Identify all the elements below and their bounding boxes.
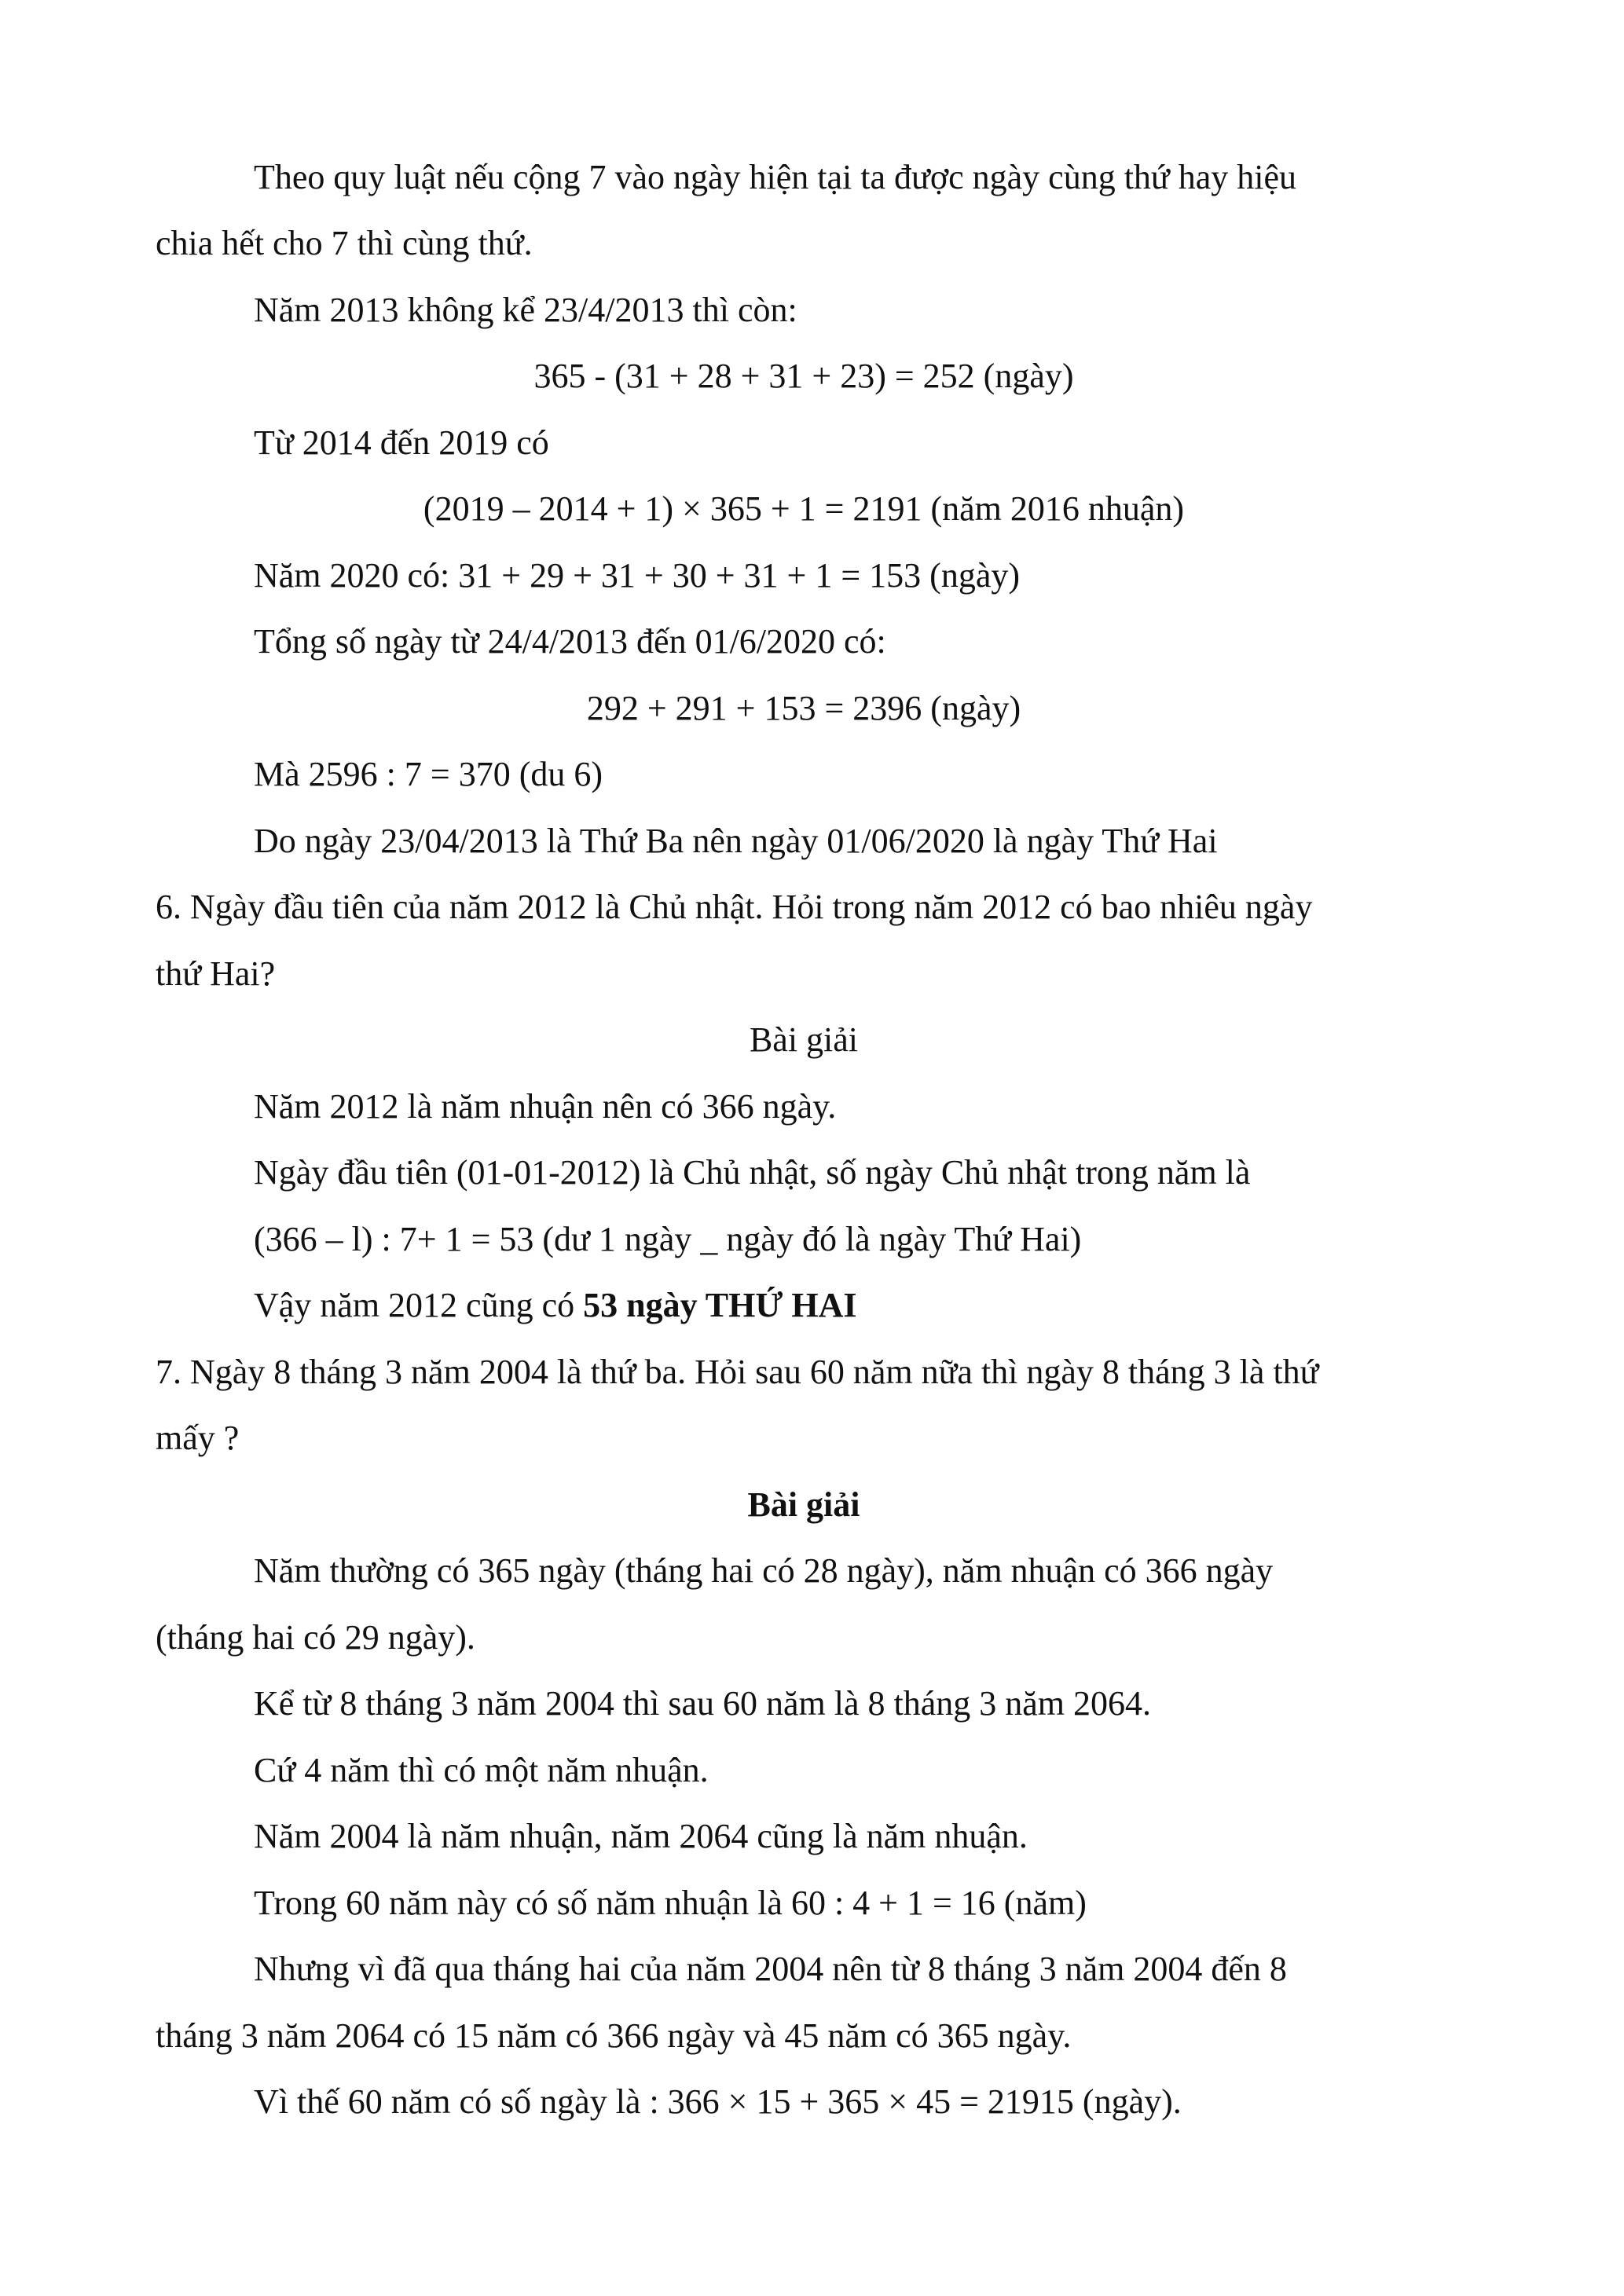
paragraph-line: Năm 2013 không kể 23/4/2013 thì còn: bbox=[254, 291, 797, 329]
paragraph-line: tháng 3 năm 2064 có 15 năm có 366 ngày và 45 năm có 365 ngày. bbox=[156, 2016, 1072, 2055]
question-7-line: 7. Ngày 8 tháng 3 năm 2004 là thứ ba. Hỏi sau 60 năm nữa thì ngày 8 tháng 3 là thứ bbox=[156, 1353, 1319, 1391]
paragraph-line: Mà 2596 : 7 = 370 (du 6) bbox=[254, 755, 603, 793]
paragraph-line: (tháng hai có 29 ngày). bbox=[156, 1618, 475, 1657]
question-6-line: thứ Hai? bbox=[156, 954, 276, 993]
paragraph-line: Năm 2004 là năm nhuận, năm 2064 cũng là năm nhuận. bbox=[254, 1817, 1028, 1855]
paragraph-line: Năm thường có 365 ngày (tháng hai có 28 ngày), năm nhuận có 366 ngày bbox=[254, 1551, 1274, 1590]
solution-heading: Bài giải bbox=[747, 1485, 860, 1524]
conclusion-text: Vậy năm 2012 cũng có bbox=[254, 1286, 584, 1324]
paragraph-line: Nhưng vì đã qua tháng hai của năm 2004 nên từ 8 tháng 3 năm 2004 đến 8 bbox=[254, 1950, 1287, 1988]
equation-line: 292 + 291 + 153 = 2396 (ngày) bbox=[586, 689, 1021, 727]
conclusion-answer: 53 ngày THỨ HAI bbox=[583, 1286, 857, 1324]
paragraph-line: Do ngày 23/04/2013 là Thứ Ba nên ngày 01/06/2020 là ngày Thứ Hai bbox=[254, 822, 1218, 860]
paragraph-line: Ngày đầu tiên (01-01-2012) là Chủ nhật, số ngày Chủ nhật trong năm là bbox=[254, 1153, 1251, 1192]
paragraph-line: Kể từ 8 tháng 3 năm 2004 thì sau 60 năm là 8 tháng 3 năm 2064. bbox=[254, 1684, 1152, 1723]
paragraph-line: Vì thế 60 năm có số ngày là : 366 × 15 + 365 × 45 = 21915 (ngày). bbox=[254, 2082, 1182, 2121]
question-7-line: mấy ? bbox=[156, 1419, 240, 1457]
paragraph-line: (366 – l) : 7+ 1 = 53 (dư 1 ngày _ ngày đó là ngày Thứ Hai) bbox=[254, 1220, 1082, 1258]
paragraph-line: Từ 2014 đến 2019 có bbox=[254, 423, 549, 462]
conclusion-line bbox=[254, 1285, 857, 1326]
paragraph-line: Tổng số ngày từ 24/4/2013 đến 01/6/2020 có: bbox=[254, 622, 886, 661]
solution-heading: Bài giải bbox=[749, 1020, 859, 1059]
question-6-line: 6. Ngày đầu tiên của năm 2012 là Chủ nhật. Hỏi trong năm 2012 có bao nhiêu ngày bbox=[156, 888, 1313, 926]
paragraph-line: Năm 2012 là năm nhuận nên có 366 ngày. bbox=[254, 1087, 837, 1126]
paragraph-line: Năm 2020 có: 31 + 29 + 31 + 30 + 31 + 1 = 153 (ngày) bbox=[254, 556, 1021, 595]
paragraph-line: Theo quy luật nếu cộng 7 vào ngày hiện tại ta được ngày cùng thứ hay hiệu bbox=[254, 158, 1297, 196]
paragraph-line: Trong 60 năm này có số năm nhuận là 60 : 4 + 1 = 16 (năm) bbox=[254, 1884, 1087, 1922]
equation-line: 365 - (31 + 28 + 31 + 23) = 252 (ngày) bbox=[533, 357, 1074, 395]
equation-line: (2019 – 2014 + 1) × 365 + 1 = 2191 (năm 2016 nhuận) bbox=[423, 489, 1185, 528]
paragraph-line: Cứ 4 năm thì có một năm nhuận. bbox=[254, 1751, 709, 1789]
paragraph-line: chia hết cho 7 thì cùng thứ. bbox=[156, 224, 533, 262]
